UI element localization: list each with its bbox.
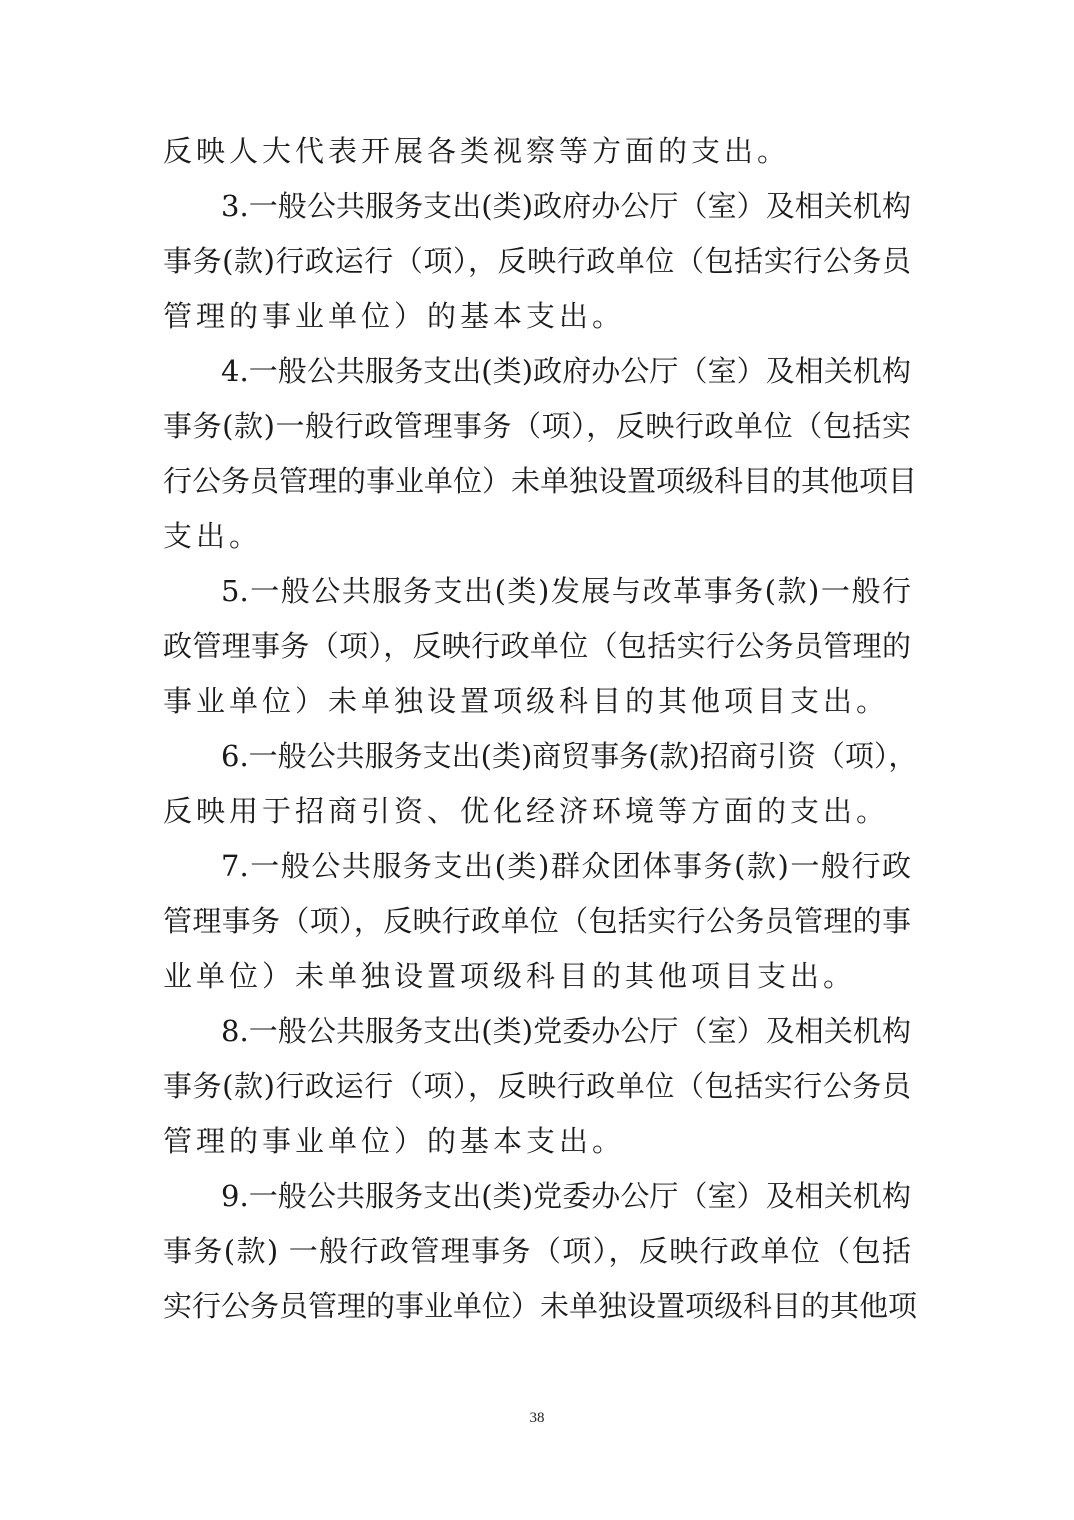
text-line: 事务(款)行政运行（项），反映行政单位（包括实行公务员 xyxy=(163,1069,911,1103)
body-text xyxy=(163,124,918,1334)
text-line: 4.一般公共服务支出(类)政府办公厅（室）及相关机构 xyxy=(221,354,911,388)
text-line: 9.一般公共服务支出(类)党委办公厅（室）及相关机构 xyxy=(221,1179,911,1213)
text-line: 反映人大代表开展各类视察等方面的支出。 xyxy=(163,134,791,168)
text-line: 8.一般公共服务支出(类)党委办公厅（室）及相关机构 xyxy=(221,1014,911,1048)
text-line: 5.一般公共服务支出(类)发展与改革事务(款)一般行 xyxy=(221,574,911,608)
text-line: 管理的事业单位）的基本支出。 xyxy=(163,1124,626,1158)
text-line: 事务(款) 一般行政管理事务（项），反映行政单位（包括 xyxy=(163,1234,911,1268)
text-line: 7.一般公共服务支出(类)群众团体事务(款)一般行政 xyxy=(221,849,911,883)
text-line: 支出。 xyxy=(163,519,263,553)
text-line: 事业单位）未单独设置项级科目的其他项目支出。 xyxy=(163,684,890,718)
text-line: 事务(款)一般行政管理事务（项），反映行政单位（包括实 xyxy=(163,409,911,443)
text-line: 管理事务（项），反映行政单位（包括实行公务员管理的事 xyxy=(163,904,911,938)
text-line: 业单位）未单独设置项级科目的其他项目支出。 xyxy=(163,959,857,993)
text-line: 政管理事务（项），反映行政单位（包括实行公务员管理的 xyxy=(163,629,911,663)
text-line: 实行公务员管理的事业单位）未单独设置项级科目的其他项 xyxy=(163,1289,918,1323)
text-line: 6.一般公共服务支出(类)商贸事务(款)招商引资（项）， xyxy=(221,739,918,773)
text-line: 事务(款)行政运行（项），反映行政单位（包括实行公务员 xyxy=(163,244,911,278)
text-line: 行公务员管理的事业单位）未单独设置项级科目的其他项目 xyxy=(163,464,918,498)
text-line: 3.一般公共服务支出(类)政府办公厅（室）及相关机构 xyxy=(221,189,911,223)
page-number: 38 xyxy=(529,1410,545,1426)
text-line: 反映用于招商引资、优化经济环境等方面的支出。 xyxy=(163,794,890,828)
text-line: 管理的事业单位）的基本支出。 xyxy=(163,299,626,333)
